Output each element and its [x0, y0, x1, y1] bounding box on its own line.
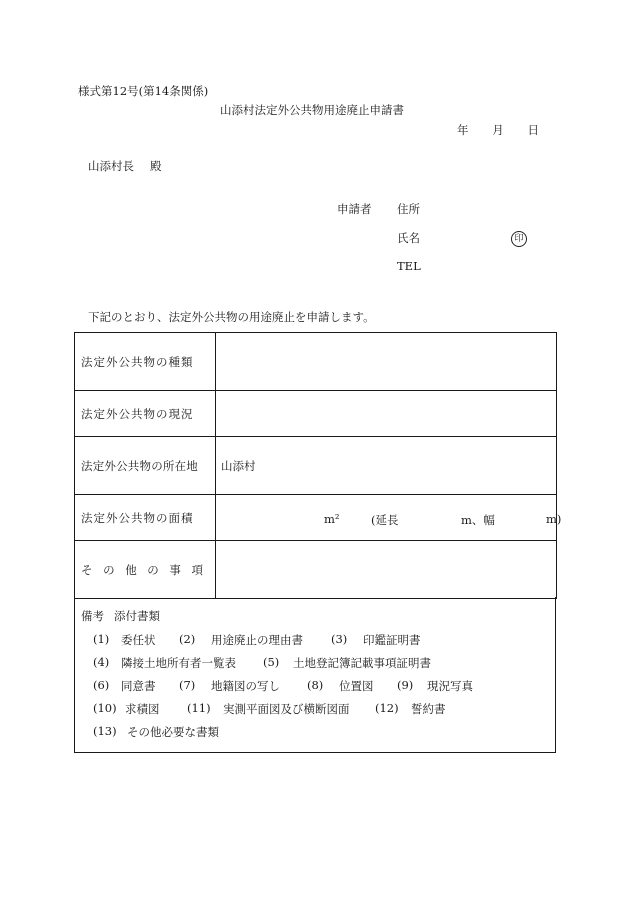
note-text: その他必要な書類: [127, 725, 219, 739]
note-text: 誓約書: [411, 702, 446, 716]
row-value-area[interactable]: [216, 495, 562, 541]
note-text: 土地登記簿記載事項証明書: [293, 656, 431, 670]
note-num: (8): [307, 678, 324, 692]
row-label-type: 法定外公共物の種類: [75, 333, 216, 391]
addressee-name: 山添村長: [88, 159, 134, 173]
note-num: (10): [93, 701, 117, 715]
other-char: 項: [191, 562, 203, 577]
other-char: の: [147, 562, 159, 577]
other-char: 他: [125, 562, 137, 577]
note-text: 現況写真: [427, 679, 473, 693]
note-text: 実測平面図及び横断図面: [223, 702, 350, 716]
note-num: (11): [187, 701, 211, 715]
note-text: 委任状: [121, 633, 156, 647]
date-line: [457, 125, 539, 137]
address-label: 住所: [397, 202, 420, 216]
addressee-honorific: 殿: [150, 159, 162, 173]
addressee: [88, 161, 162, 173]
table-row: [75, 495, 557, 541]
row-value-location[interactable]: 山添村: [216, 437, 557, 495]
applicant-label: 申請者: [337, 202, 372, 216]
note-text: 隣接土地所有者一覧表: [121, 656, 236, 670]
row-value-other[interactable]: [216, 541, 557, 599]
note-text: 地籍図の写し: [211, 679, 280, 693]
note-text: 求積図: [125, 702, 160, 716]
note-num: (1): [93, 632, 110, 646]
note-num: (6): [93, 678, 110, 692]
application-table: [74, 332, 562, 599]
document-title: 山添村法定外公共物用途廃止申請書: [220, 103, 404, 117]
other-char: そ: [81, 562, 93, 577]
note-text: 用途廃止の理由書: [211, 633, 303, 647]
date-day: 日: [527, 123, 539, 137]
note-num: (13): [93, 724, 117, 738]
note-num: (12): [375, 701, 399, 715]
note-text: 位置図: [339, 679, 374, 693]
other-char: 事: [169, 562, 181, 577]
intro-text: 下記のとおり、法定外公共物の用途廃止を申請します。: [88, 310, 375, 324]
row-label-condition: 法定外公共物の現況: [75, 391, 216, 437]
width-unit: m): [546, 511, 562, 526]
area-unit: m²: [324, 511, 340, 526]
date-month: 月: [492, 123, 504, 137]
row-label-location: 法定外公共物の所在地: [75, 437, 216, 495]
note-num: (5): [263, 655, 280, 669]
table-row: [75, 437, 557, 495]
notes-title: 備考: [81, 609, 104, 623]
extension-label: (延長: [371, 512, 399, 527]
notes-box: [74, 597, 556, 753]
note-num: (4): [93, 655, 110, 669]
notes-subtitle: 添付書類: [114, 609, 160, 623]
name-label: 氏名: [397, 231, 420, 245]
note-text: 印鑑証明書: [363, 633, 421, 647]
note-num: (9): [397, 678, 414, 692]
table-row: [75, 541, 557, 599]
form-number: 様式第12号(第14条関係): [78, 84, 209, 98]
seal-mark-icon: 印: [511, 231, 527, 247]
note-text: 同意書: [121, 679, 156, 693]
row-label-other: [75, 541, 216, 599]
note-num: (3): [331, 632, 348, 646]
notes-heading: [81, 608, 160, 624]
row-value-condition[interactable]: [216, 391, 557, 437]
tel-label: TEL: [397, 259, 421, 273]
date-year: 年: [457, 123, 469, 137]
extension-unit: m、幅: [461, 512, 495, 527]
row-value-type[interactable]: [216, 333, 557, 391]
row-label-area: 法定外公共物の面積: [75, 495, 216, 541]
note-num: (7): [179, 678, 196, 692]
table-row: [75, 391, 557, 437]
other-char: の: [103, 562, 115, 577]
note-num: (2): [179, 632, 196, 646]
table-row: [75, 333, 557, 391]
